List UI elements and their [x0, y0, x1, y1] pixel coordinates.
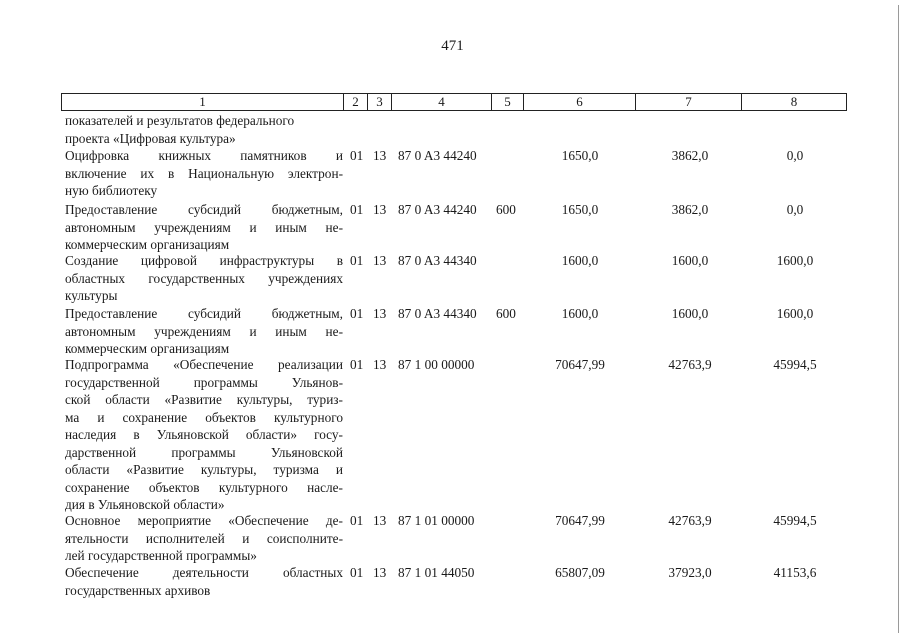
description-line: Создание цифровой инфраструктуры в	[65, 253, 343, 268]
row-description	[65, 112, 343, 147]
cell-col-8: 41153,6	[773, 565, 817, 580]
cell-col-7: 3862,0	[671, 202, 709, 217]
cell-col-3: 13	[373, 306, 387, 321]
description-line: области «Развитие культуры, туризма и	[65, 462, 343, 477]
cell-col-8: 0,0	[786, 148, 804, 163]
cell-col-4: 87 1 00 00000	[398, 357, 475, 372]
table-header	[61, 93, 847, 111]
cell-col-2: 01	[350, 513, 364, 528]
cell-col-2: 01	[350, 148, 364, 163]
header-col-1: 1	[199, 94, 206, 109]
description-line: автономным учреждениям и иным не-	[65, 323, 343, 339]
header-col-2: 2	[343, 94, 367, 110]
description-line: ятельности исполнителей и соисполните-	[65, 530, 343, 546]
cell-col-4: 87 0 A3 44240	[398, 148, 477, 163]
cell-col-8: 1600,0	[776, 306, 814, 321]
description-line: лей государственной программы»	[65, 548, 257, 563]
description-line: включение их в Национальную электрон-	[65, 165, 343, 181]
cell-col-7: 42763,9	[668, 357, 712, 372]
description-line: проекта «Цифровая культура»	[65, 130, 236, 146]
header-col-5: 5	[491, 94, 523, 110]
description-line: ской области «Развитие культуры, туриз-	[65, 392, 343, 407]
description-line: Оцифровка книжных памятников и	[65, 148, 343, 163]
row-description	[65, 512, 343, 565]
cell-col-6: 70647,99	[555, 357, 605, 372]
description-line: автономным учреждениям и иным не-	[65, 219, 343, 235]
cell-col-3: 13	[373, 513, 387, 528]
cell-col-7: 1600,0	[671, 253, 709, 268]
description-line: государственных архивов	[65, 582, 211, 598]
description-line: коммерческим организациям	[65, 341, 230, 356]
row-description	[65, 356, 343, 514]
cell-col-3: 13	[373, 148, 387, 163]
cell-col-8: 1600,0	[776, 253, 814, 268]
cell-col-8: 0,0	[786, 202, 804, 217]
cell-col-7: 42763,9	[668, 513, 712, 528]
cell-col-6: 1600,0	[561, 253, 599, 268]
cell-col-2: 01	[350, 253, 364, 268]
row-description	[65, 252, 343, 305]
header-col-6: 6	[523, 94, 635, 110]
cell-col-4: 87 0 A3 44240	[398, 202, 477, 217]
description-line: ную библиотеку	[65, 183, 158, 198]
cell-col-6: 70647,99	[555, 513, 605, 528]
description-line: Предоставление субсидий бюджетным,	[65, 306, 343, 321]
cell-col-4: 87 0 A3 44340	[398, 306, 477, 321]
cell-col-3: 13	[373, 253, 387, 268]
cell-col-7: 1600,0	[671, 306, 709, 321]
description-line: сохранение объектов культурного насле-	[65, 479, 343, 495]
cell-col-3: 13	[373, 565, 387, 580]
description-line: ма и сохранение объектов культурного	[65, 409, 343, 425]
row-description	[65, 305, 343, 358]
description-line: коммерческим организациям	[65, 237, 230, 252]
header-col-3: 3	[367, 94, 391, 110]
cell-col-4: 87 1 01 00000	[398, 513, 475, 528]
cell-col-2: 01	[350, 202, 364, 217]
description-line: дарственной программы Ульяновской	[65, 444, 343, 460]
cell-col-6: 1600,0	[561, 306, 599, 321]
cell-col-6: 65807,09	[555, 565, 605, 580]
cell-col-2: 01	[350, 306, 364, 321]
header-col-7: 7	[635, 94, 741, 110]
description-line: областных государственных учреждениях	[65, 270, 343, 286]
cell-col-8: 45994,5	[773, 357, 817, 372]
cell-col-2: 01	[350, 357, 364, 372]
header-col-4: 4	[391, 94, 491, 110]
cell-col-7: 3862,0	[671, 148, 709, 163]
description-line: показателей и результатов федерального	[65, 113, 295, 128]
row-description	[65, 564, 343, 599]
description-line: Обеспечение деятельности областных	[65, 565, 343, 580]
description-line: Предоставление субсидий бюджетным,	[65, 202, 343, 217]
cell-col-8: 45994,5	[773, 513, 817, 528]
header-col-8: 8	[741, 94, 846, 110]
cell-col-3: 13	[373, 357, 387, 372]
cell-col-6: 1650,0	[561, 148, 599, 163]
cell-col-5: 600	[496, 202, 516, 217]
description-line: Подпрограмма «Обеспечение реализации	[65, 357, 343, 372]
cell-col-3: 13	[373, 202, 387, 217]
cell-col-6: 1650,0	[561, 202, 599, 217]
page-number: 471	[441, 38, 464, 54]
description-line: дия в Ульяновской области»	[65, 497, 225, 512]
cell-col-5: 600	[496, 306, 516, 321]
description-line: Основное мероприятие «Обеспечение де-	[65, 513, 343, 528]
cell-col-4: 87 0 A3 44340	[398, 253, 477, 268]
row-description	[65, 147, 343, 200]
cell-col-7: 37923,0	[668, 565, 712, 580]
row-description	[65, 201, 343, 254]
description-line: наследия в Ульяновской области» госу-	[65, 427, 343, 442]
cell-col-2: 01	[350, 565, 364, 580]
description-line: государственной программы Ульянов-	[65, 374, 343, 390]
description-line: культуры	[65, 288, 118, 303]
cell-col-4: 87 1 01 44050	[398, 565, 475, 580]
